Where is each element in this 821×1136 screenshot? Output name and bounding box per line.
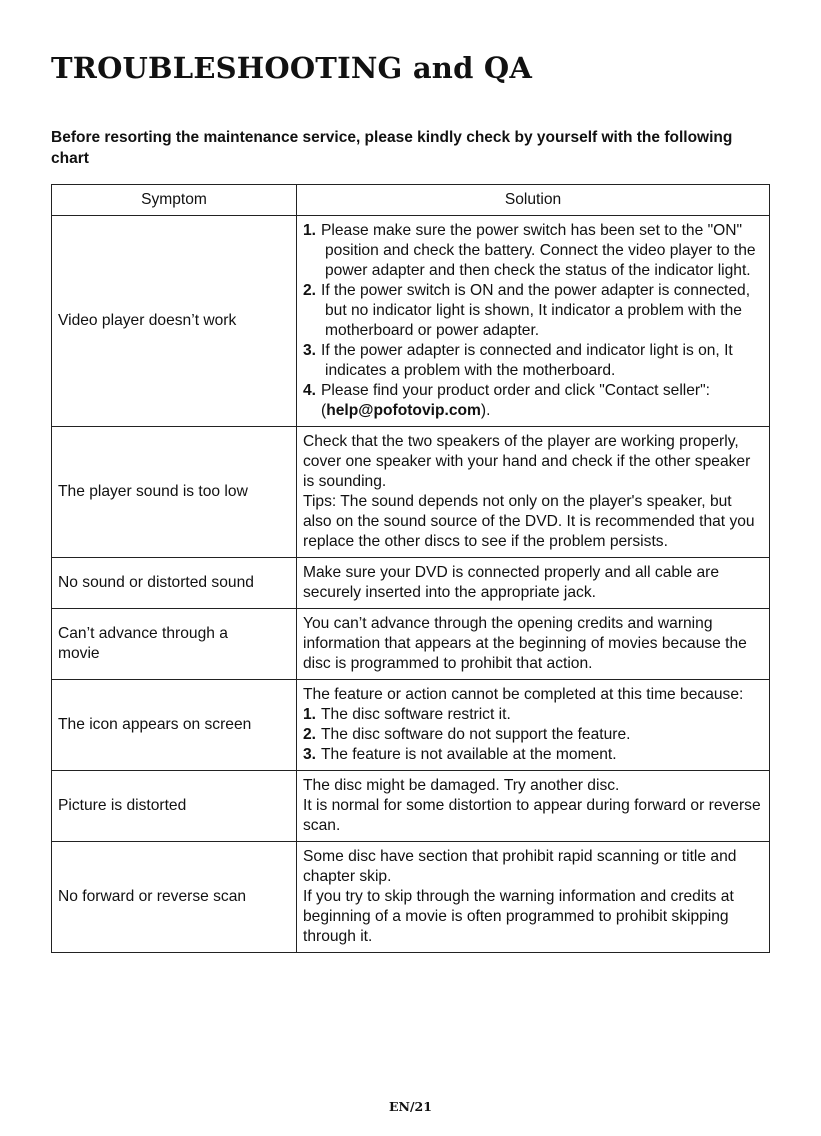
solution-cell <box>297 680 770 771</box>
symptom-cell: Video player doesn’t work <box>52 216 297 427</box>
solution-cell <box>297 558 770 609</box>
solution-cell <box>297 216 770 427</box>
solution-text: If you try to skip through the warning information and credits at beginning of a movie is often programmed to prohibit skipping through it. <box>303 888 734 945</box>
symptom-cell: No forward or reverse scan <box>52 842 297 953</box>
solution-text: Make sure your DVD is connected properly and all cable are securely inserted into the appropriate jack. <box>303 564 720 601</box>
symptom-header: Symptom <box>52 185 297 216</box>
symptom-cell: The player sound is too low <box>52 427 297 558</box>
symptom-cell: No sound or distorted sound <box>52 558 297 609</box>
solution-text: The disc might be damaged. Try another disc. <box>303 777 620 794</box>
solution-text: You can’t advance through the opening credits and warning information that appears at the beginning of movies because the disc is programmed to prohibit that action. <box>303 615 747 672</box>
troubleshooting-table <box>51 184 770 953</box>
intro-text: Before resorting the maintenance service, please kindly check by yourself with the following chart <box>51 129 733 167</box>
solution-step: 2. If the power switch is ON and the power adapter is connected, but no indicator light is shown, It indicator a problem with the motherboard or power adapter. <box>303 282 751 339</box>
symptom-cell: Can’t advance through a movie <box>52 609 297 680</box>
solution-cell <box>297 609 770 680</box>
symptom-cell: The icon appears on screen <box>52 680 297 771</box>
solution-text: It is normal for some distortion to appear during forward or reverse scan. <box>303 797 761 834</box>
solution-text: The feature or action cannot be completed at this time because: <box>303 686 744 703</box>
page-title: TROUBLESHOOTING and QA <box>51 51 533 85</box>
table-row <box>52 216 770 427</box>
solution-cell <box>297 427 770 558</box>
solution-step: 3. If the power adapter is connected and indicator light is on, It indicates a problem with the motherboard. <box>303 342 733 379</box>
symptom-cell: Picture is distorted <box>52 771 297 842</box>
solution-step: 4. Please find your product order and click "Contact seller": <box>303 382 710 399</box>
solution-header: Solution <box>297 185 770 216</box>
solution-text: Some disc have section that prohibit rapid scanning or title and chapter skip. <box>303 848 737 885</box>
solution-text: Check that the two speakers of the player are working properly, cover one speaker with your hand and check if the other speaker is sounding. <box>303 433 751 490</box>
page-number: EN/21 <box>389 1099 432 1114</box>
solution-cell <box>297 771 770 842</box>
solution-step: 1. The disc software restrict it. <box>303 706 511 723</box>
solution-cell <box>297 842 770 953</box>
table-row <box>52 558 770 609</box>
solution-step: 1. Please make sure the power switch has been set to the "ON" position and check the battery. Connect the video player to the power adapter and then check the status of the indicator light. <box>303 222 756 279</box>
table-row <box>52 771 770 842</box>
table-row <box>52 842 770 953</box>
table-row <box>52 427 770 558</box>
table-header-row <box>52 185 770 216</box>
support-email: help@pofotovip.com <box>326 402 481 419</box>
solution-step: 2. The disc software do not support the feature. <box>303 726 631 743</box>
table-row <box>52 680 770 771</box>
table-row <box>52 609 770 680</box>
solution-text: Tips: The sound depends not only on the player's speaker, but also on the sound source of the DVD. It is recommended that you replace the other discs to see if the problem persists. <box>303 493 755 550</box>
contact-line: (help@pofotovip.com). <box>321 402 491 419</box>
solution-step: 3. The feature is not available at the moment. <box>303 746 617 763</box>
